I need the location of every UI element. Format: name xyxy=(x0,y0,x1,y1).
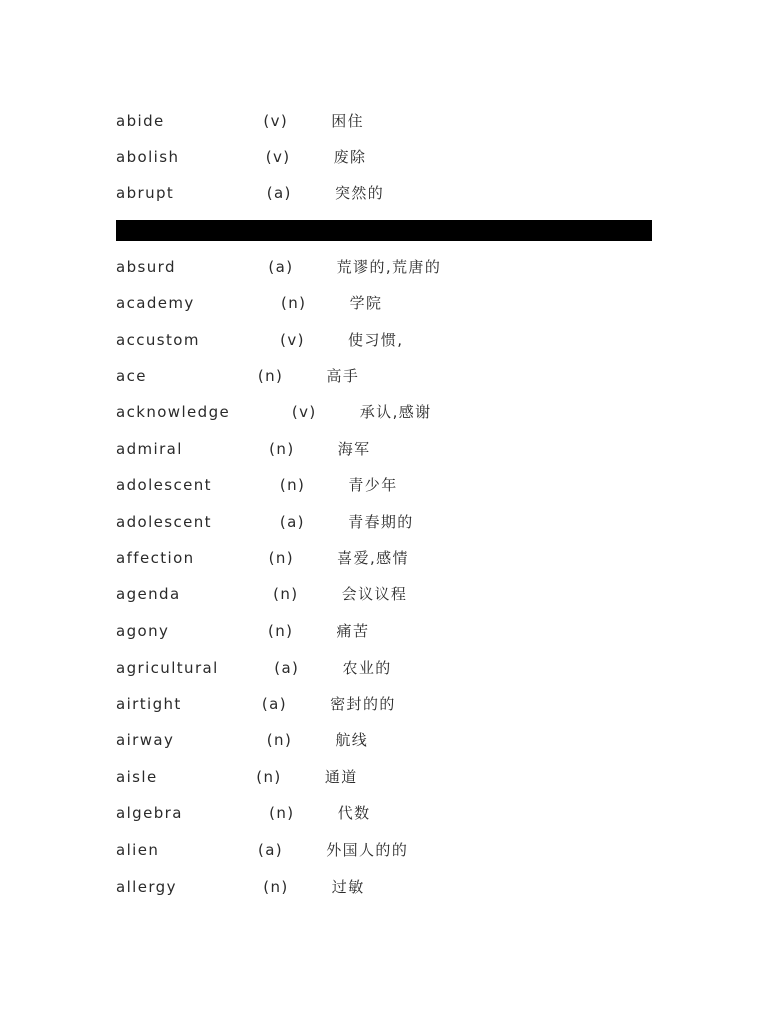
entry-text: adolescent (n) 青少年 xyxy=(116,476,398,494)
entry-acknowledge xyxy=(116,402,432,422)
entry-affection xyxy=(116,548,409,568)
entry-text: accustom (v) 使习惯, xyxy=(116,331,404,349)
entry-academy xyxy=(116,293,382,313)
entry-text: admiral (n) 海军 xyxy=(116,440,371,458)
entry-admiral xyxy=(116,439,371,459)
entry-text: adolescent (a) 青春期的 xyxy=(116,513,414,531)
entry-algebra xyxy=(116,803,371,823)
entry-text: alien (a) 外国人的的 xyxy=(116,841,409,859)
entry-text: agricultural (a) 农业的 xyxy=(116,659,392,677)
entry-abrupt xyxy=(116,183,384,203)
entry-text: acknowledge (v) 承认,感谢 xyxy=(116,403,432,421)
redaction-bar xyxy=(116,220,652,241)
entry-agricultural xyxy=(116,658,392,678)
entry-aisle xyxy=(116,767,358,787)
entry-text: ace (n) 高手 xyxy=(116,367,360,385)
entry-text: abide (v) 困住 xyxy=(116,112,365,130)
entry-alien xyxy=(116,840,408,860)
entry-airway xyxy=(116,730,368,750)
entry-abolish xyxy=(116,147,366,167)
entry-text: airtight (a) 密封的的 xyxy=(116,695,396,713)
entry-text: abrupt (a) 突然的 xyxy=(116,184,385,202)
entry-text: algebra (n) 代数 xyxy=(116,804,371,822)
entry-text: aisle (n) 通道 xyxy=(116,768,358,786)
entry-text: agony (n) 痛苦 xyxy=(116,622,370,640)
entry-text: academy (n) 学院 xyxy=(116,294,383,312)
entry-text: airway (n) 航线 xyxy=(116,731,369,749)
entry-text: abolish (v) 废除 xyxy=(116,148,367,166)
entry-absurd xyxy=(116,257,441,277)
entry-text: agenda (n) 会议议程 xyxy=(116,585,408,603)
entry-text: allergy (n) 过敏 xyxy=(116,878,365,896)
entry-adolescent-adj xyxy=(116,512,414,532)
entry-agony xyxy=(116,621,369,641)
entry-ace xyxy=(116,366,359,386)
entry-airtight xyxy=(116,694,396,714)
entry-accustom xyxy=(116,330,403,350)
entry-text: absurd (a) 荒谬的,荒唐的 xyxy=(116,258,442,276)
entry-abide xyxy=(116,111,364,131)
entry-adolescent-noun xyxy=(116,475,398,495)
entry-agenda xyxy=(116,584,407,604)
entry-allergy xyxy=(116,877,365,897)
entry-text: affection (n) 喜爱,感情 xyxy=(116,549,409,567)
